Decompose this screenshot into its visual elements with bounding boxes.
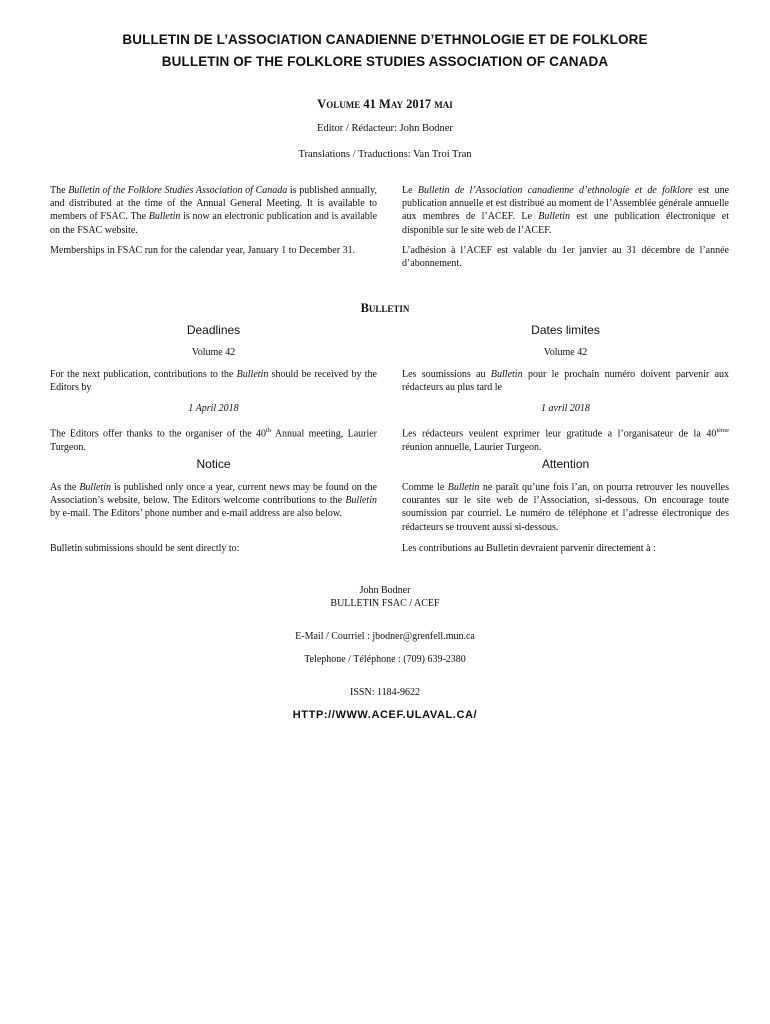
volume-english: Volume 42	[191, 347, 236, 358]
notice-french-paragraph: Comme le Bulletin ne paraît qu’une fois l’an, on pourra retrouver les nouvelles courantes sur le site web de l’Association, si-dessous. On encourage toute soumission par courriel. Le numéro de téléphone et l’adresse électronique des rédacteurs se trouvent aussi si-dessous.	[402, 482, 729, 533]
membership-english: Memberships in FSAC run for the calendar year, January 1 to December 31.	[50, 245, 356, 256]
deadlines-heading: Deadlines	[186, 323, 241, 337]
deadline-date-english: 1 April 2018	[188, 403, 239, 414]
deadline-text-french: Les soumissions au Bulletin pour le prochain numéro doivent parvenir aux rédacteurs au plus tard le	[402, 369, 730, 394]
submissions-english: Bulletin submissions should be sent directly to:	[50, 543, 240, 554]
contact-phone: Telephone / Téléphone : (709) 639-2380	[304, 654, 466, 665]
volume-french: Volume 42	[543, 347, 588, 358]
issn: ISSN: 1184-9622	[350, 687, 420, 698]
volume-line: Volume 41 May 2017 mai	[317, 97, 453, 111]
deadline-text-english: For the next publication, contributions to the Bulletin should be received by the Editors by	[50, 369, 377, 394]
contact-name: John Bodner	[359, 585, 411, 596]
bulletin-heading: Bulletin	[360, 301, 410, 315]
submissions-french: Les contributions au Bulletin devraient parvenir directement à :	[402, 543, 656, 554]
translations-line: Translations / Traductions: Van Troi Tran	[298, 149, 472, 160]
contact-email[interactable]: E-Mail / Courriel : jbodner@grenfell.mun.ca	[295, 631, 475, 642]
thanks-english: The Editors offer thanks to the organiser of the 40th Annual meeting, Laurier Turgeon.	[50, 427, 378, 453]
dates-limites-heading: Dates limites	[531, 323, 600, 337]
intro-english-paragraph: The Bulletin of the Folklore Studies Association of Canada is published annually, and distributed at the time of the Annual General Meeting. It is available to members of FSAC. The Bulletin is now an electronic publication and is available on the FSAC website.	[50, 185, 378, 236]
contact-org: BULLETIN FSAC / ACEF	[330, 598, 440, 609]
title-french: BULLETIN DE L’ASSOCIATION CANADIENNE D’ETHNOLOGIE ET DE FOLKLORE	[122, 32, 648, 47]
attention-heading: Attention	[541, 457, 590, 471]
website-link[interactable]: HTTP://WWW.ACEF.ULAVAL.CA/	[292, 709, 478, 721]
editor-line: Editor / Rédacteur: John Bodner	[317, 123, 453, 134]
title-english: BULLETIN OF THE FOLKLORE STUDIES ASSOCIATION OF CANADA	[161, 54, 609, 69]
deadline-date-french: 1 avril 2018	[541, 403, 590, 414]
notice-english-paragraph: As the Bulletin is published only once a year, current news may be found on the Association’s website, below. The Editors welcome contributions to the Bulletin by e-mail. The Editors’ phone number and e-mail address are also below.	[50, 482, 377, 520]
intro-french-paragraph: Le Bulletin de l’Association canadienne d’ethnologie et de folklore est une publication annuelle et est distribué au moment de l’Assemblée générale annuelle aux membres de l’ACEF. Le Bulletin est une publication électronique et disponible sur le site web de l’ACEF.	[402, 185, 730, 236]
notice-heading: Notice	[196, 457, 231, 471]
thanks-french: Les rédacteurs veulent exprimer leur gratitude a l’organisateur de la 40ième réunion annuelle, Laurier Turgeon.	[402, 427, 729, 453]
membership-french: L’adhésion à l’ACEF est valable du 1er janvier au 31 décembre de l’année d’abonnement.	[402, 245, 729, 270]
